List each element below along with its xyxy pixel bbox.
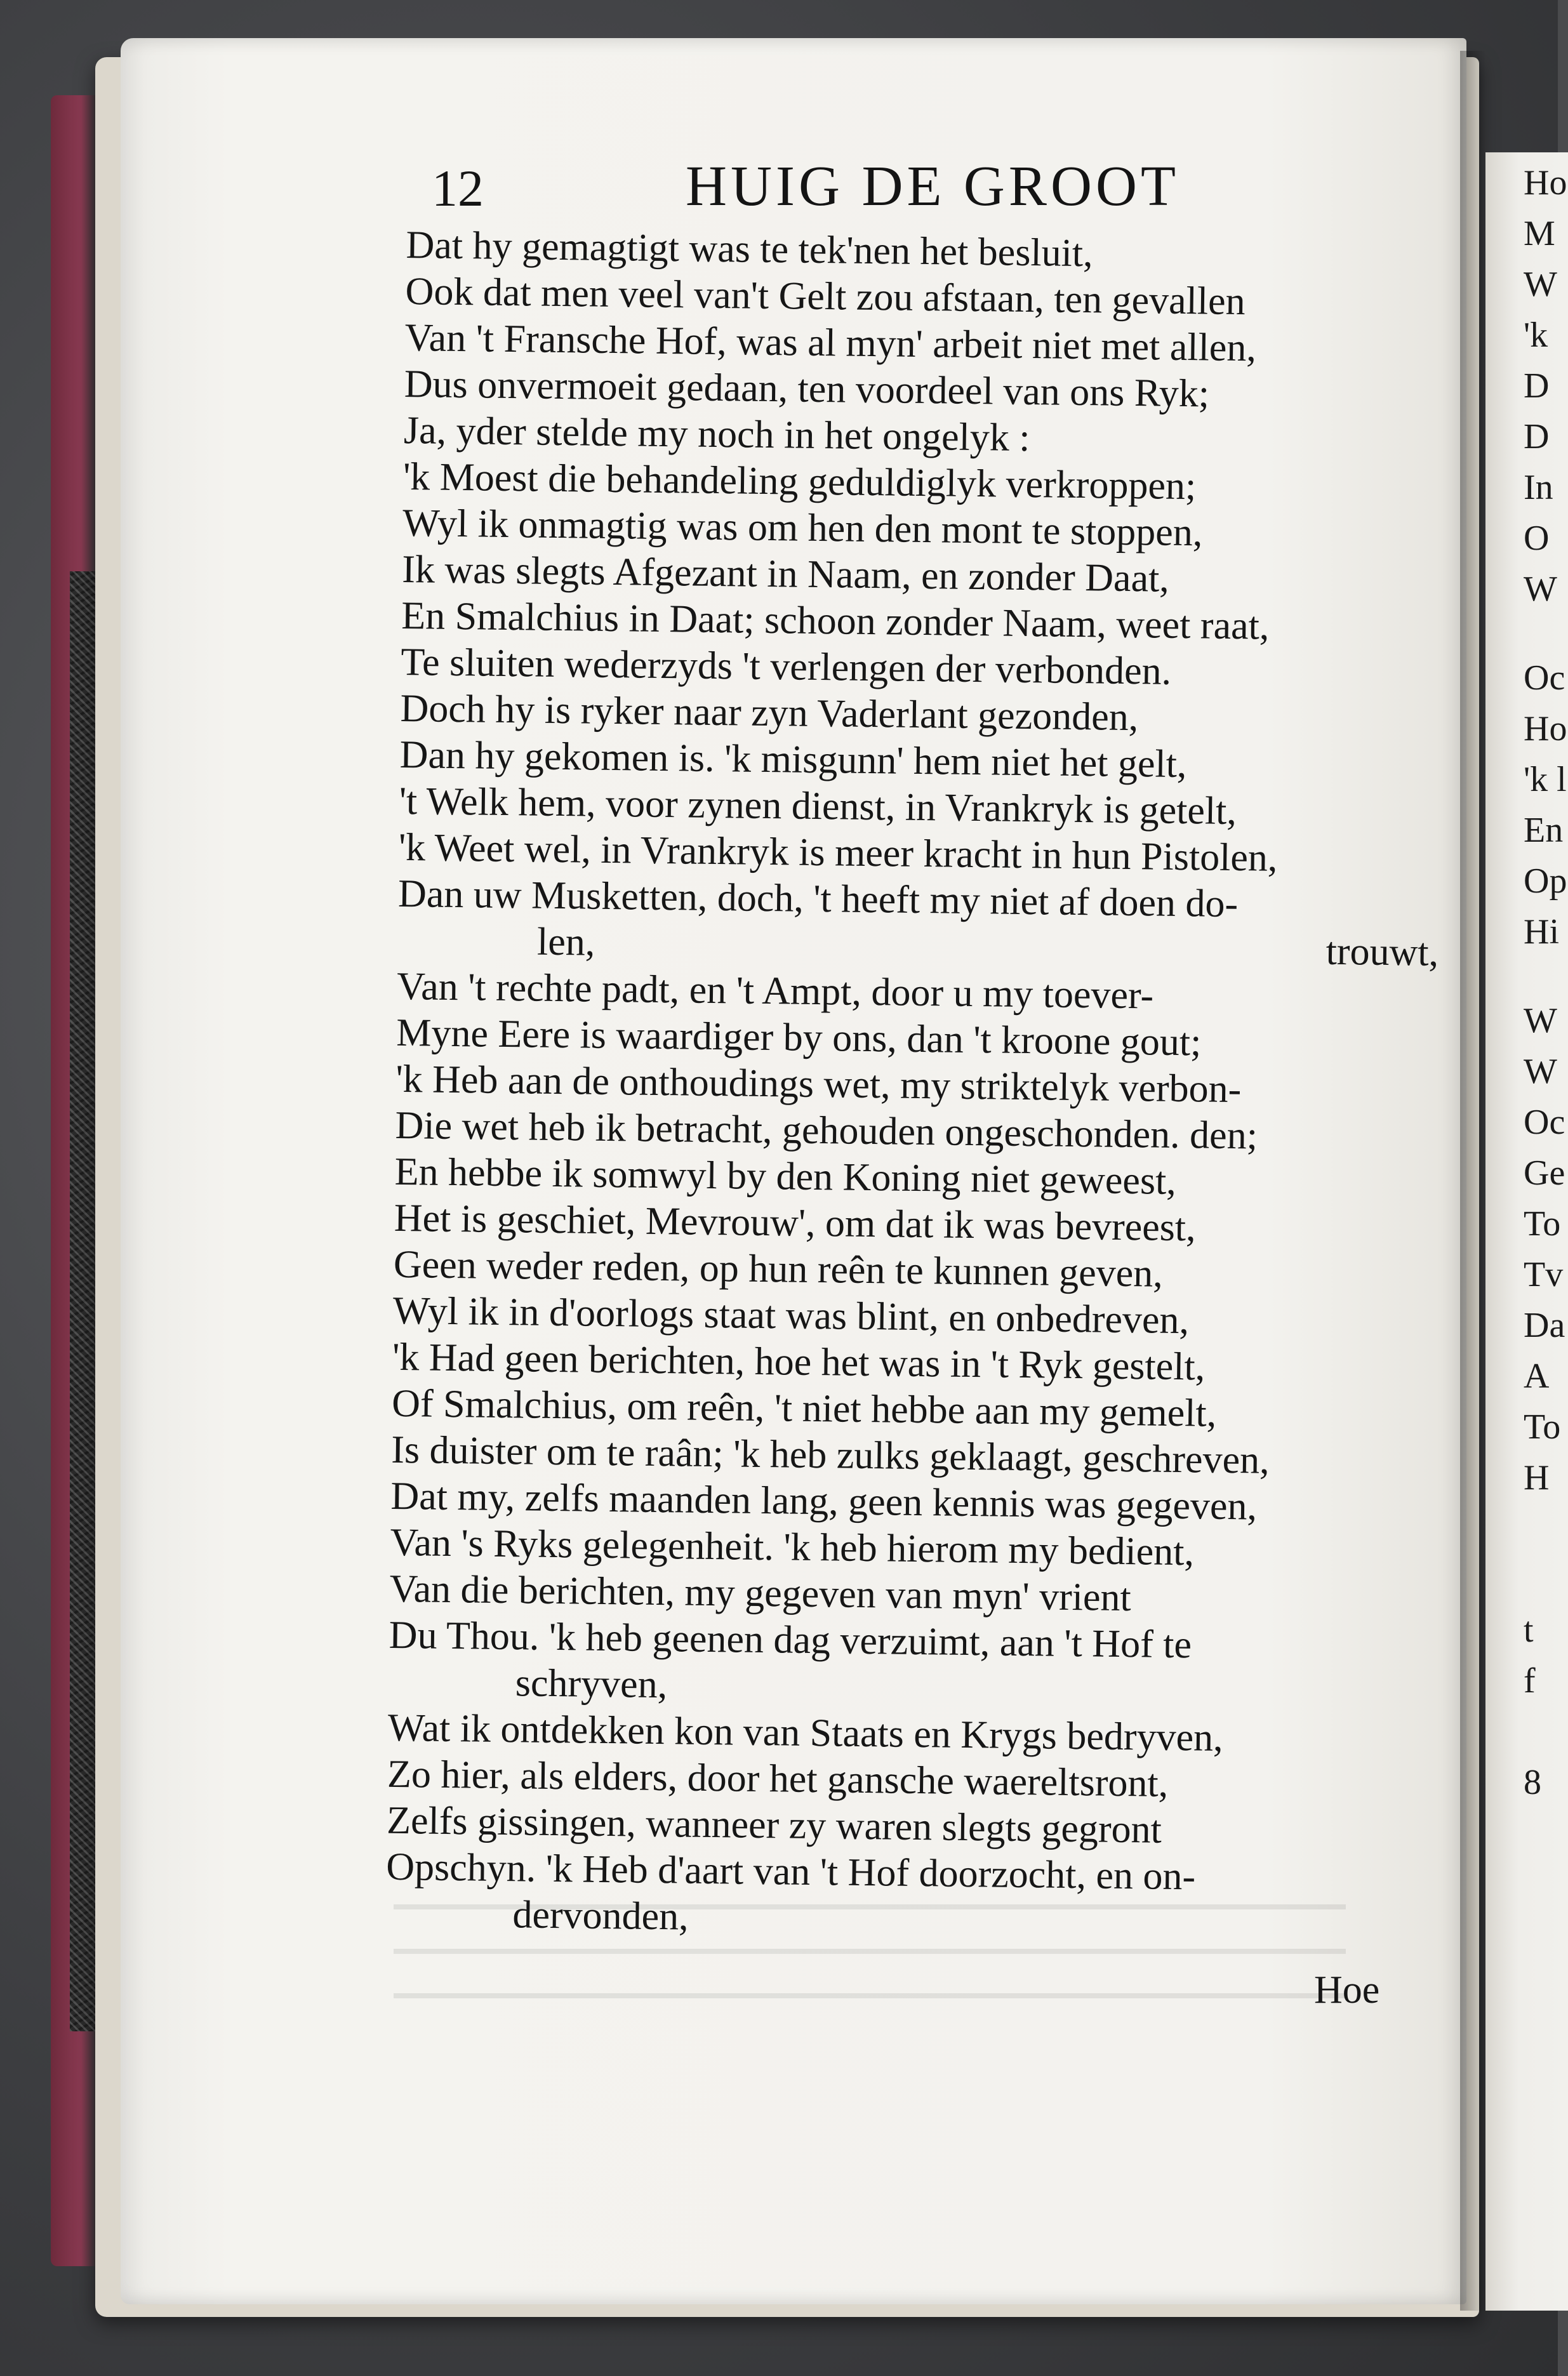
text-line: Geen weder reden, op hun reên te kunnen geven,: [393, 1242, 1164, 1296]
text-line: Dus onvermoeit gedaan, ten voordeel van ons Ryk;: [404, 362, 1210, 416]
facing-page-edge: [1485, 152, 1568, 2311]
text-line: 'k Moest die behandeling geduldiglyk verkroppen;: [402, 455, 1197, 508]
catchword: Hoe: [1314, 1968, 1380, 2012]
facing-page-fragment: W: [1524, 1001, 1557, 1040]
text-line: Het is geschiet, Mevrouw', om dat ik was bevreest,: [394, 1196, 1197, 1250]
text-line: Of Smalchius, om reên, 't niet hebbe aan my gemelt,: [391, 1381, 1217, 1435]
text-line: Doch hy is ryker naar zyn Vaderlant gezonden,: [400, 686, 1139, 740]
text-line: Zo hier, als elders, door het gansche waereltsront,: [387, 1752, 1169, 1805]
facing-page-fragment: f: [1524, 1661, 1536, 1701]
text-line: Van 's Ryks gelegenheit. 'k heb hierom my bedient,: [390, 1520, 1195, 1574]
facing-page-fragment: 'k l: [1524, 760, 1567, 799]
facing-page-fragment: En: [1524, 811, 1564, 850]
facing-page-fragment: Ho: [1524, 709, 1567, 748]
gutter-shadow: [1460, 51, 1485, 2311]
facing-page-fragment: W: [1524, 569, 1557, 609]
overflow-trouwt: trouwt,: [1325, 929, 1439, 974]
text-line: Dan hy gekomen is. 'k misgunn' hem niet het gelt,: [399, 733, 1187, 786]
facing-page-fragment: D: [1524, 417, 1550, 456]
text-line: Van 't Fransche Hof, was al myn' arbeit niet met allen,: [404, 315, 1257, 370]
facing-page-fragment: Tv: [1524, 1255, 1564, 1294]
text-line: Zelfs gissingen, wanneer zy waren slegts gegront: [386, 1798, 1162, 1852]
text-line: Dat hy gemagtigt was te tek'nen het besluit,: [406, 223, 1094, 275]
text-line: Ook dat men veel van't Gelt zou afstaan, ten gevallen: [405, 269, 1246, 324]
facing-page-fragment: 8: [1524, 1763, 1541, 1802]
text-line: Wyl ik onmagtig was om hen den mont te stoppen,: [402, 501, 1203, 555]
overflow-line: schryven,: [515, 1661, 668, 1707]
facing-page-fragment: Op: [1524, 861, 1567, 901]
text-line: 'k Had geen berichten, hoe het was in 't Ryk gestelt,: [392, 1335, 1206, 1389]
text-line: Wyl ik in d'oorlogs staat was blint, en onbedreven,: [392, 1289, 1190, 1343]
text-line: Ik was slegts Afgezant in Naam, en zonder Daat,: [401, 547, 1170, 601]
facing-page-fragment: 'k: [1524, 315, 1548, 355]
text-line: Van 't rechte padt, en 't Ampt, door u my toever-: [396, 964, 1154, 1018]
text-line: Dat my, zelfs maanden lang, geen kennis was gegeven,: [390, 1474, 1258, 1529]
text-line: Ja, yder stelde my noch in het ongelyk :: [403, 408, 1030, 460]
overflow-len: len,: [536, 920, 595, 964]
text-line: 't Welk hem, voor zynen dienst, in Vrankryk is getelt,: [399, 779, 1237, 833]
facing-page-fragment: D: [1524, 366, 1550, 406]
running-title: HUIG DE GROOT: [686, 155, 1179, 218]
facing-page-fragment: H: [1524, 1458, 1550, 1497]
text-line: 'k Heb aan de onthoudings wet, my striktelyk verbon-: [395, 1057, 1242, 1112]
facing-page-fragment: M: [1524, 214, 1555, 253]
text-line: Wat ik ontdekken kon van Staats en Krygs bedryven,: [387, 1706, 1223, 1760]
text-line: En Smalchius in Daat; schoon zonder Naam, weet raat,: [401, 594, 1270, 648]
poem-text: [385, 222, 1460, 1949]
facing-page-fragment: Da: [1524, 1306, 1565, 1345]
facing-page-fragment: Hi: [1524, 912, 1559, 952]
text-line: Opschyn. 'k Heb d'aart van 't Hof doorzocht, en on-: [385, 1845, 1196, 1899]
facing-page-fragment: To: [1524, 1407, 1561, 1447]
text-line: Is duister om te raân; 'k heb zulks geklaagt, geschreven,: [390, 1428, 1270, 1482]
text-line: Myne Eere is waardiger by ons, dan 't kroone gout;: [395, 1011, 1202, 1065]
text-line: 'k Weet wel, in Vrankryk is meer kracht in hun Pistolen,: [398, 825, 1278, 880]
facing-page-fragment: Ge: [1524, 1153, 1565, 1193]
show-through-text: [394, 1904, 1346, 2019]
facing-page-fragment: Oc: [1524, 1103, 1565, 1142]
text-line: Te sluiten wederzyds 't verlengen der verbonden.: [401, 640, 1172, 693]
facing-page-fragment: A: [1524, 1357, 1550, 1396]
text-line: Die wet heb ik betracht, gehouden ongeschonden. den;: [395, 1103, 1258, 1158]
text-line: Dan uw Musketten, doch, 't heeft my niet af doen do-: [397, 872, 1239, 926]
facing-page-fragment: Oc: [1524, 658, 1565, 698]
text-line: En hebbe ik somwyl by den Koning niet geweest,: [394, 1150, 1177, 1203]
facing-page-fragment: W: [1524, 265, 1557, 304]
facing-page-fragment: O: [1524, 519, 1550, 558]
facing-page-fragment: t: [1524, 1610, 1534, 1650]
text-line: Du Thou. 'k heb geenen dag verzuimt, aan 't Hof te: [389, 1613, 1192, 1667]
facing-page-fragment: In: [1524, 468, 1553, 507]
overflow-line: dervonden,: [512, 1893, 689, 1939]
facing-page-fragment: Ho: [1524, 163, 1567, 202]
facing-page-fragment: W: [1524, 1052, 1557, 1091]
text-line: Van die berichten, my gegeven van myn' vrient: [389, 1567, 1132, 1620]
facing-page-fragment: To: [1524, 1204, 1561, 1244]
page-number: 12: [432, 159, 484, 217]
